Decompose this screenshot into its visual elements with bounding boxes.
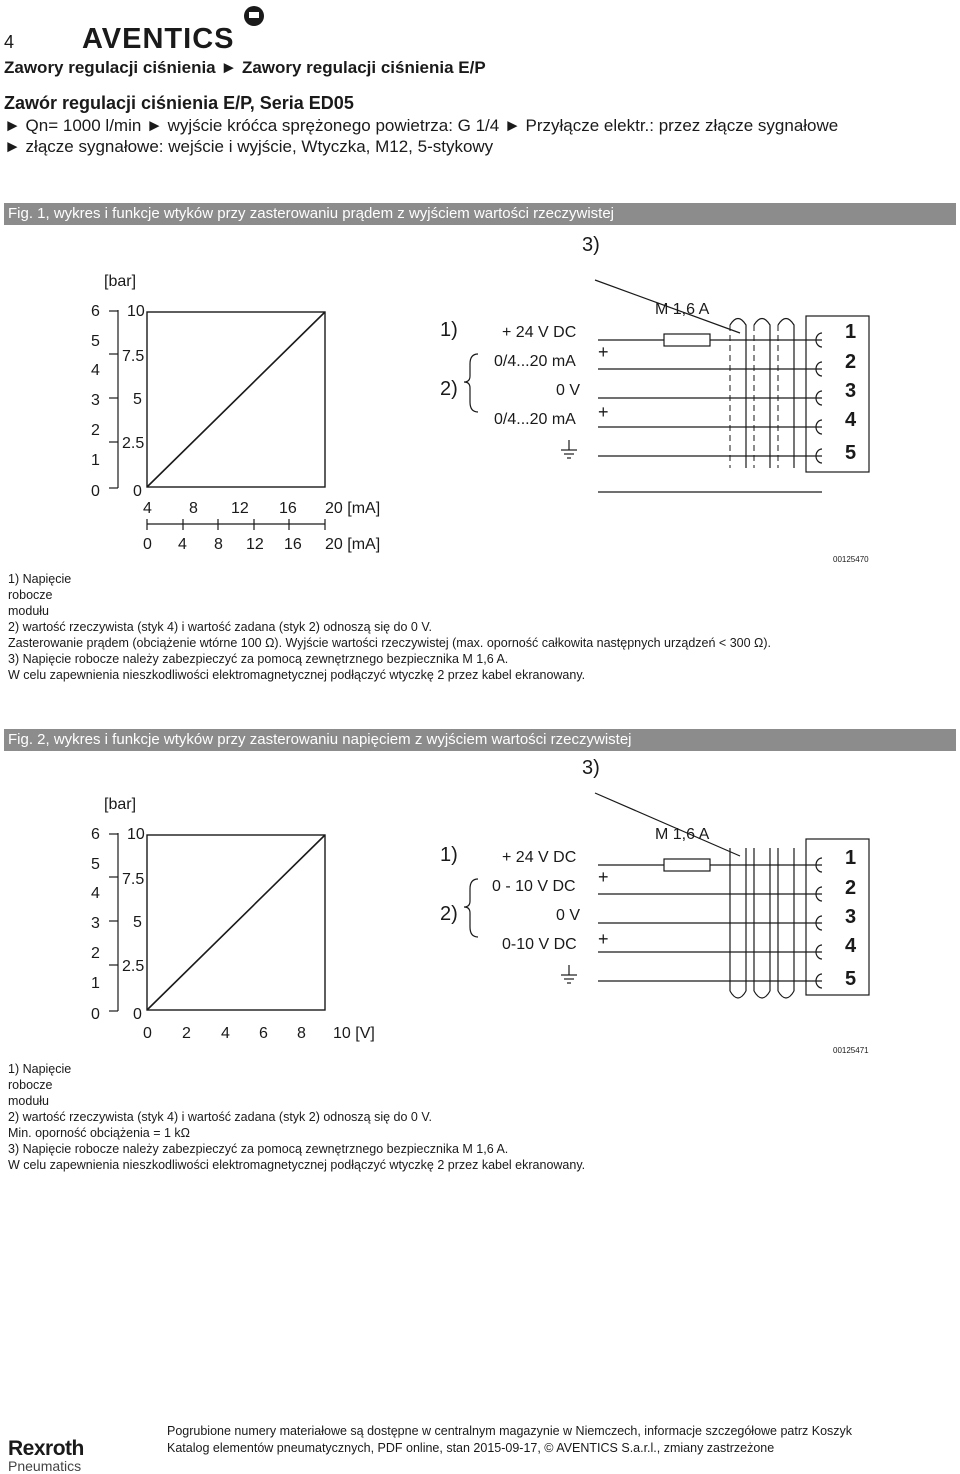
tick-right-5: 5: [133, 914, 142, 931]
note-line: 1) Napięcie: [8, 1062, 72, 1076]
tick-left-3: 3: [91, 392, 100, 409]
tick-left-1: 1: [91, 975, 100, 992]
signal-pin-1: + 24 V DC: [502, 849, 577, 866]
tick-right-7-5: 7.5: [122, 348, 145, 365]
pin-4: 4: [845, 409, 857, 431]
page-title: Zawór regulacji ciśnienia E/P, Seria ED05: [4, 93, 354, 113]
note-line: 2) wartość rzeczywista (styk 4) i wartość zadana (styk 2) odnoszą się do 0 V.: [8, 1110, 433, 1124]
fuse-label: M 1,6 A: [655, 301, 710, 318]
fuse-leader-line: [595, 793, 740, 856]
tick-right-5: 5: [133, 391, 142, 408]
note-line: 3) Napięcie robocze należy zabezpieczyć za pomocą zewnętrznego bezpiecznika M 1,6 A.: [8, 652, 509, 666]
note-line: Min. oporność obciążenia = 1 kΩ: [8, 1126, 191, 1140]
plus-sign-4: +: [598, 929, 609, 949]
signal-pin-2: 0/4...20 mA: [494, 353, 576, 370]
figure-2-notes: [8, 1061, 585, 1173]
signal-pin-4: 0/4...20 mA: [494, 411, 576, 428]
note-line: robocze: [8, 1078, 53, 1092]
pin-2: 2: [845, 351, 857, 373]
tick-left-0: 0: [91, 483, 100, 500]
note-line: Zasterowanie prądem (obciążenie wtórne 100 Ω). Wyjście wartości rzeczywistej (max. oporność całkowita następnych urządzeń < 300 Ω).: [8, 636, 772, 650]
note-line: 1) Napięcie: [8, 572, 72, 586]
pin-5: 5: [845, 968, 857, 990]
rexroth-logo: Rexroth: [8, 1437, 84, 1460]
aventics-logo: [82, 2, 272, 57]
tick-x1-16: 16: [279, 500, 297, 517]
tick-x2-12: 12: [246, 536, 264, 553]
plus-sign-2: +: [598, 867, 609, 887]
tick-right-2-5: 2.5: [122, 435, 145, 452]
tick-left-4: 4: [91, 885, 100, 902]
tick-left-4: 4: [91, 362, 100, 379]
pin-4: 4: [845, 935, 857, 957]
figure-code: 00125470: [833, 555, 869, 564]
tick-left-6: 6: [91, 303, 100, 320]
tick-right-0: 0: [133, 1006, 142, 1023]
chart-characteristic-line: [147, 835, 325, 1010]
tick-left-6: 6: [91, 826, 100, 843]
tick-x1-20: 20 [mA]: [325, 500, 381, 517]
chart-left-ticks: [91, 303, 100, 500]
note-1-marker: 1): [440, 844, 458, 866]
tick-x2-0: 0: [143, 536, 152, 553]
tick-x-10: 10 [V]: [333, 1025, 375, 1042]
note-line: W celu zapewnienia nieszkodliwości elektromagnetycznej podłączyć wtyczkę 2 przez kabel ekranowany.: [8, 1158, 586, 1172]
tick-left-5: 5: [91, 856, 100, 873]
tick-x-6: 6: [259, 1025, 268, 1042]
note-1-marker: 1): [440, 319, 458, 341]
pin-1: 1: [845, 321, 857, 343]
tick-right-7-5: 7.5: [122, 871, 145, 888]
signal-pin-3: 0 V: [556, 382, 581, 399]
spec-line-1: ► Qn= 1000 l/min ► wyjście króćca sprężonego powietrza: G 1/4 ► Przyłącze elektr.: przez złącze sygnałowe: [4, 116, 839, 135]
tick-x-8: 8: [297, 1025, 306, 1042]
note-3-marker: 3): [582, 757, 600, 779]
plus-sign-2: +: [598, 342, 609, 362]
breadcrumb: [4, 58, 486, 78]
note-3-marker: 3): [582, 234, 600, 256]
tick-left-2: 2: [91, 945, 100, 962]
brace-icon: [464, 879, 478, 937]
breadcrumb-parent[interactable]: Zawory regulacji ciśnienia: [4, 58, 216, 77]
tick-x2-8: 8: [214, 536, 223, 553]
tick-x2-20: 20 [mA]: [325, 536, 381, 553]
page-number: 4: [4, 32, 15, 52]
rexroth-logo-subtitle: Pneumatics: [8, 1458, 82, 1474]
note-line: modułu: [8, 604, 49, 618]
breadcrumb-separator-icon: ►: [220, 58, 238, 77]
tick-left-0: 0: [91, 1006, 100, 1023]
tick-x2-16: 16: [284, 536, 302, 553]
ground-symbol-icon: [561, 440, 577, 458]
note-line: modułu: [8, 1094, 49, 1108]
ground-symbol-icon: [561, 965, 577, 983]
breadcrumb-child[interactable]: Zawory regulacji ciśnienia E/P: [241, 58, 486, 77]
figure-code: 00125471: [833, 1046, 869, 1055]
pin-2: 2: [845, 877, 857, 899]
tick-left-5: 5: [91, 333, 100, 350]
pin-3: 3: [845, 380, 857, 402]
spec-line-2: ► złącze sygnałowe: wejście i wyjście, Wtyczka, M12, 5-stykowy: [4, 137, 494, 156]
tick-right-10: 10: [127, 303, 145, 320]
tick-x1-12: 12: [231, 500, 249, 517]
figure-1-diagram: [0, 230, 960, 570]
note-line: W celu zapewnienia nieszkodliwości elektromagnetycznej podłączyć wtyczkę 2 przez kabel ekranowany.: [8, 668, 586, 682]
chart-unit-label: [bar]: [104, 273, 137, 290]
tick-right-10: 10: [127, 826, 145, 843]
note-line: 3) Napięcie robocze należy zabezpieczyć za pomocą zewnętrznego bezpiecznika M 1,6 A.: [8, 1142, 509, 1156]
brace-icon: [464, 354, 478, 412]
tick-x1-8: 8: [189, 500, 198, 517]
pin-1: 1: [845, 847, 857, 869]
note-2-marker: 2): [440, 903, 458, 925]
tick-right-0: 0: [133, 483, 142, 500]
pin-3: 3: [845, 906, 857, 928]
note-line: 2) wartość rzeczywista (styk 4) i wartość zadana (styk 2) odnoszą się do 0 V.: [8, 620, 433, 634]
signal-pin-4: 0-10 V DC: [502, 936, 577, 953]
tick-left-2: 2: [91, 422, 100, 439]
footer-line-1: Pogrubione numery materiałowe są dostępne w centralnym magazynie w Niemczech, informacje szczegółowe patrz Koszyk: [167, 1424, 853, 1438]
tick-x1-4: 4: [143, 500, 152, 517]
pin-5: 5: [845, 442, 857, 464]
chart-unit-label: [bar]: [104, 796, 137, 813]
note-line: robocze: [8, 588, 53, 602]
chart-characteristic-line: [147, 312, 325, 487]
signal-pin-2: 0 - 10 V DC: [492, 878, 576, 895]
figure-1-header: Fig. 1, wykres i funkcje wtyków przy zasterowaniu prądem z wyjściem wartości rzeczywistej: [4, 203, 956, 225]
tick-right-2-5: 2.5: [122, 958, 145, 975]
tick-left-1: 1: [91, 452, 100, 469]
fuse-label: M 1,6 A: [655, 826, 710, 843]
tick-left-3: 3: [91, 915, 100, 932]
tick-x-2: 2: [182, 1025, 191, 1042]
plus-sign-4: +: [598, 402, 609, 422]
note-2-marker: 2): [440, 378, 458, 400]
footer-line-2: Katalog elementów pneumatycznych, PDF online, stan 2015-09-17, © AVENTICS S.a.r.l., zmiany zastrzeżone: [167, 1441, 775, 1455]
figure-1-notes: [8, 571, 771, 683]
tick-x-0: 0: [143, 1025, 152, 1042]
signal-pin-3: 0 V: [556, 907, 581, 924]
figure-2-diagram: [0, 753, 960, 1058]
figure-2-header: Fig. 2, wykres i funkcje wtyków przy zasterowaniu napięciem z wyjściem wartości rzeczywistej: [4, 729, 956, 751]
tick-x-4: 4: [221, 1025, 230, 1042]
tick-x2-4: 4: [178, 536, 187, 553]
svg-text:AVENTICS: AVENTICS: [82, 23, 235, 52]
signal-pin-1: + 24 V DC: [502, 324, 577, 341]
